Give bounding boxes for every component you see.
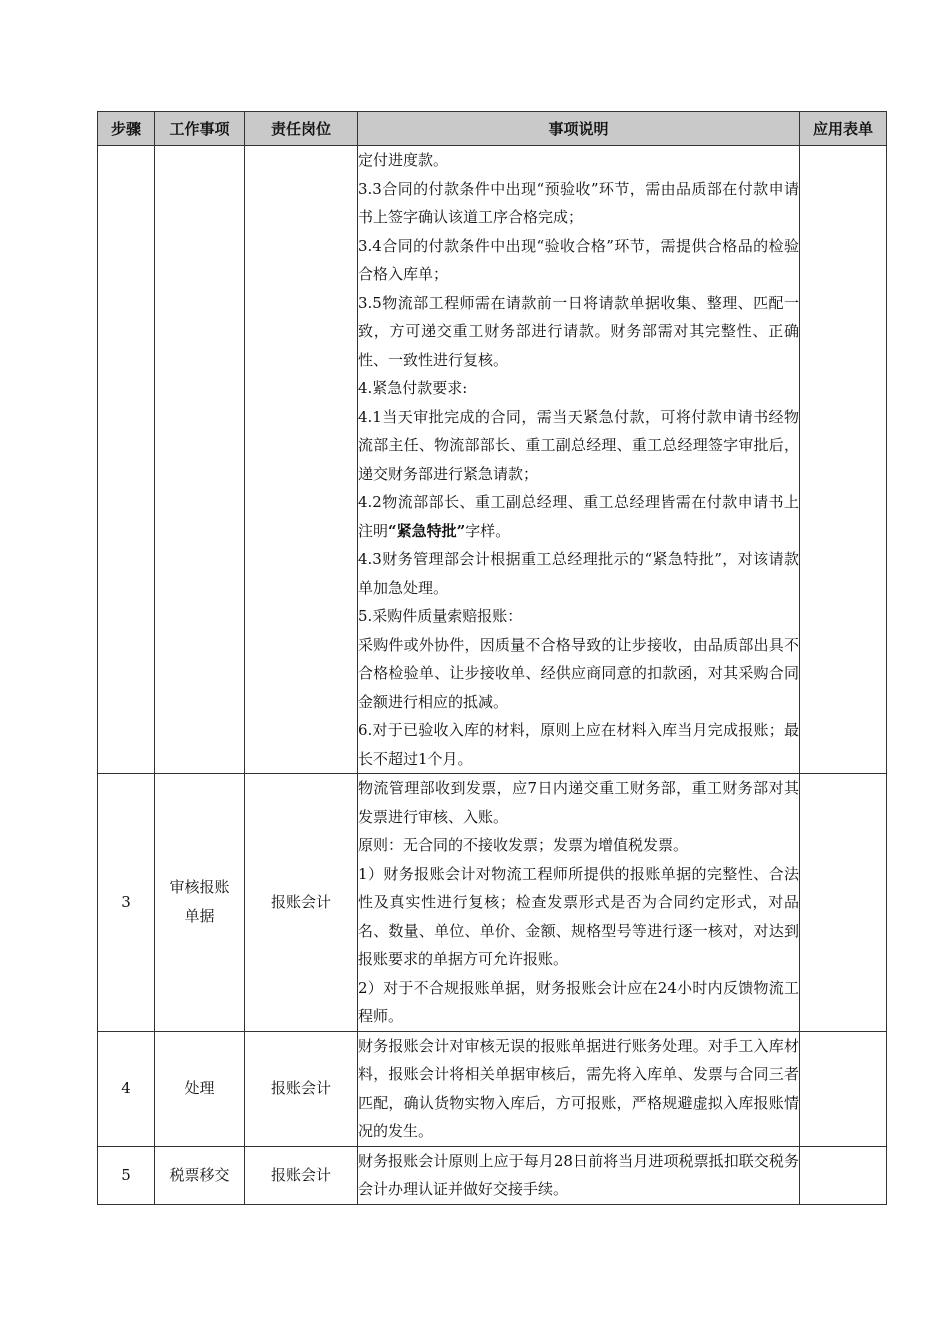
description-line: 物流管理部收到发票，应7日内递交重工财务部，重工财务部对其发票进行审核、入账。 [358,779,799,826]
description-line: 4.1当天审批完成的合同，需当天紧急付款，可将付款申请书经物流部主任、物流部部长、重工副总经理、重工总经理签字审批后，递交财务部进行紧急请款； [358,407,799,483]
description-line: 1）财务报账会计对物流工程师所提供的报账单据的完整性、合法性及真实性进行复核；检查发票形式是否为合同约定形式，对品名、数量、单位、单价、金额、规格型号等进行逐一核对，对达到报账要求的单据方可允许报账。 [358,864,799,968]
description-line: 4.3财务管理部会计根据重工总经理批示的“紧急特批”，对该请款单加急处理。 [358,550,799,597]
description-line: 5.采购件质量索赔报账： [358,607,523,625]
description-line: 3.4合同的付款条件中出现“验收合格”环节，需提供合格品的检验合格入库单； [358,236,799,283]
description-line: 原则：无合同的不接收发票；发票为增值税发票。 [358,836,689,854]
work-item-line: 单据 [184,907,215,926]
description-line: 3.5物流部工程师需在请款前一日将请款单据收集、整理、匹配一致，方可递交重工财务部进行请款。财务部需对其完整性、正确性、一致性进行复核。 [358,293,799,369]
work-item-cell: 税票移交 [155,1146,245,1204]
description-line: 定付进度款。 [358,151,449,169]
description-cell [358,1146,800,1204]
table-row [98,146,887,774]
step-cell: 3 [98,774,155,1032]
description-line: 财务报账会计原则上应于每月28日前将当月进项税票抵扣联交税务会计办理认证并做好交接手续。 [358,1151,799,1198]
form-cell [800,774,887,1032]
header-work-item: 工作事项 [155,112,245,146]
role-cell [245,146,358,774]
description-cell [358,1031,800,1146]
role-cell: 报账会计 [245,774,358,1032]
description-line: 4.紧急付款要求: [358,379,468,397]
step-cell: 4 [98,1031,155,1146]
work-item-line: 审核报账 [169,878,230,897]
header-forms: 应用表单 [800,112,887,146]
role-cell: 报账会计 [245,1146,358,1204]
table-row [98,1146,887,1204]
form-cell [800,146,887,774]
emphasis-text: “紧急特批” [388,521,466,540]
description-cell [358,774,800,1032]
header-row [98,112,887,146]
procedure-table [97,111,887,1205]
step-cell: 5 [98,1146,155,1204]
work-item-cell [155,146,245,774]
description-text: 4.2物流部部长、重工副总经理、重工总经理皆需在付款申请书上注明 [358,493,799,540]
description-line: 2）对于不合规报账单据，财务报账会计应在24小时内反馈物流工程师。 [358,978,799,1025]
header-description: 事项说明 [358,112,800,146]
description-text: 字样。 [465,521,511,540]
header-responsible-role: 责任岗位 [245,112,358,146]
work-item-cell [155,774,245,1032]
header-step: 步骤 [98,112,155,146]
step-cell [98,146,155,774]
description-cell [358,146,800,774]
role-cell: 报账会计 [245,1031,358,1146]
description-line: 6.对于已验收入库的材料，原则上应在材料入库当月完成报账；最长不超过1个月。 [358,721,799,768]
description-line: 财务报账会计对审核无误的报账单据进行账务处理。对手工入库材料，报账会计将相关单据审核后，需先将入库单、发票与合同三者匹配，确认货物实物入库后，方可报账，严格规避虚拟入库报账情况的发生。 [358,1036,799,1140]
description-line: 采购件或外协件，因质量不合格导致的让步接收，由品质部出具不合格检验单、让步接收单、经供应商同意的扣款函，对其采购合同金额进行相应的抵减。 [358,635,799,711]
form-cell [800,1031,887,1146]
description-line-emphasis [358,488,799,545]
table-row [98,1031,887,1146]
form-cell [800,1146,887,1204]
table-row [98,774,887,1032]
work-item-cell: 处理 [155,1031,245,1146]
description-line: 3.3合同的付款条件中出现“预验收”环节，需由品质部在付款申请书上签字确认该道工序合格完成； [358,179,799,226]
